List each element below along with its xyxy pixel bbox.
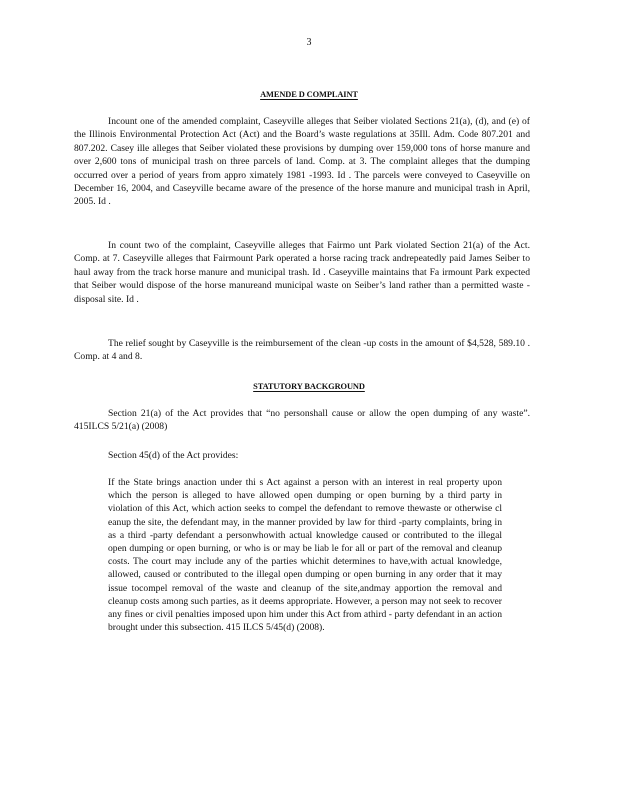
paragraph-section-45d-intro: Section 45(d) of the Act provides: (108, 450, 239, 461)
paragraph-section-21a: Section 21(a) of the Act provides that “no personshall cause or allow the open dumping of any waste”. 415ILCS 5/21(a) (2008) (74, 408, 530, 433)
amended-complaint-heading (0, 88, 618, 101)
statutory-background-heading-text: STATUTORY BACKGROUND (253, 382, 365, 391)
page-number: 3 (306, 37, 312, 48)
paragraph-count-one: Incount one of the amended complaint, Caseyville alleges that Seiber violated Sections 21(a), (d), and (e) of the Illinois Environmental Protection Act (Act) and the Board’s waste regulations at 35Ill. Adm. Code 807.201 and 807.202. Casey ille alleges that Seiber violated these provisions by dumping over 159,000 tons of horse manure and over 2,600 tons of municipal trash on three parcels of land. Comp. at 3. The complaint alleges that the dumping occurred over a period of years from appro ximately 1981 -1993. Id . The parcels were conveyed to Caseyville on December 16, 2004, and Caseyville became aware of the presence of the horse manure and municipal trash in April, 2005. Id . (74, 116, 530, 208)
statutory-background-heading (0, 380, 618, 393)
paragraph-relief: The relief sought by Caseyville is the reimbursement of the clean -up costs in the amount of $4,528, 589.10 . Comp. at 4 and 8. (74, 338, 530, 363)
block-quote-section-45d: If the State brings anaction under thi s Act against a person with an interest in real property upon which the person is alleged to have allowed open dumping or open burning by a third party in violation of this Act, which action seeks to compel the defendant to remove thewaste or otherwise cl eanup the site, the defendant may, in the manner provided by law for third -party complaints, bring in as a third -party defendant a personwhowith actual knowledge caused or contributed to the illegal open dumping or open burning, or who is or may be liab le for all or part of the removal and cleanup costs. The court may include any of the parties whichit determines to have,with actual knowledge, allowed, caused or contributed to the illegal open dumping or open burning in any order that it may issue tocompel removal of the waste and cleanup of the site,andmay apportion the removal and cleanup costs among such parties, as it deems appropriate. However, a person may not seek to recover any fines or civil penalties imposed upon him under this Act from athird - party defendant in an action brought under this subsection. 415 ILCS 5/45(d) (2008). (108, 477, 502, 634)
amended-complaint-heading-text: AMENDE D COMPLAINT (260, 90, 358, 99)
paragraph-count-two: In count two of the complaint, Caseyville alleges that Fairmo unt Park violated Section 21(a) of the Act. Comp. at 7. Caseyville alleges that Fairmount Park operated a horse racing track andrepeatedly paid James Seiber to haul away from the track horse manure and municipal trash. Id . Caseyville maintains that Fa irmount Park expected that Seiber would dispose of the horse manureand municipal waste on Seiber’s land rather than a permitted waste -disposal site. Id . (74, 240, 530, 305)
